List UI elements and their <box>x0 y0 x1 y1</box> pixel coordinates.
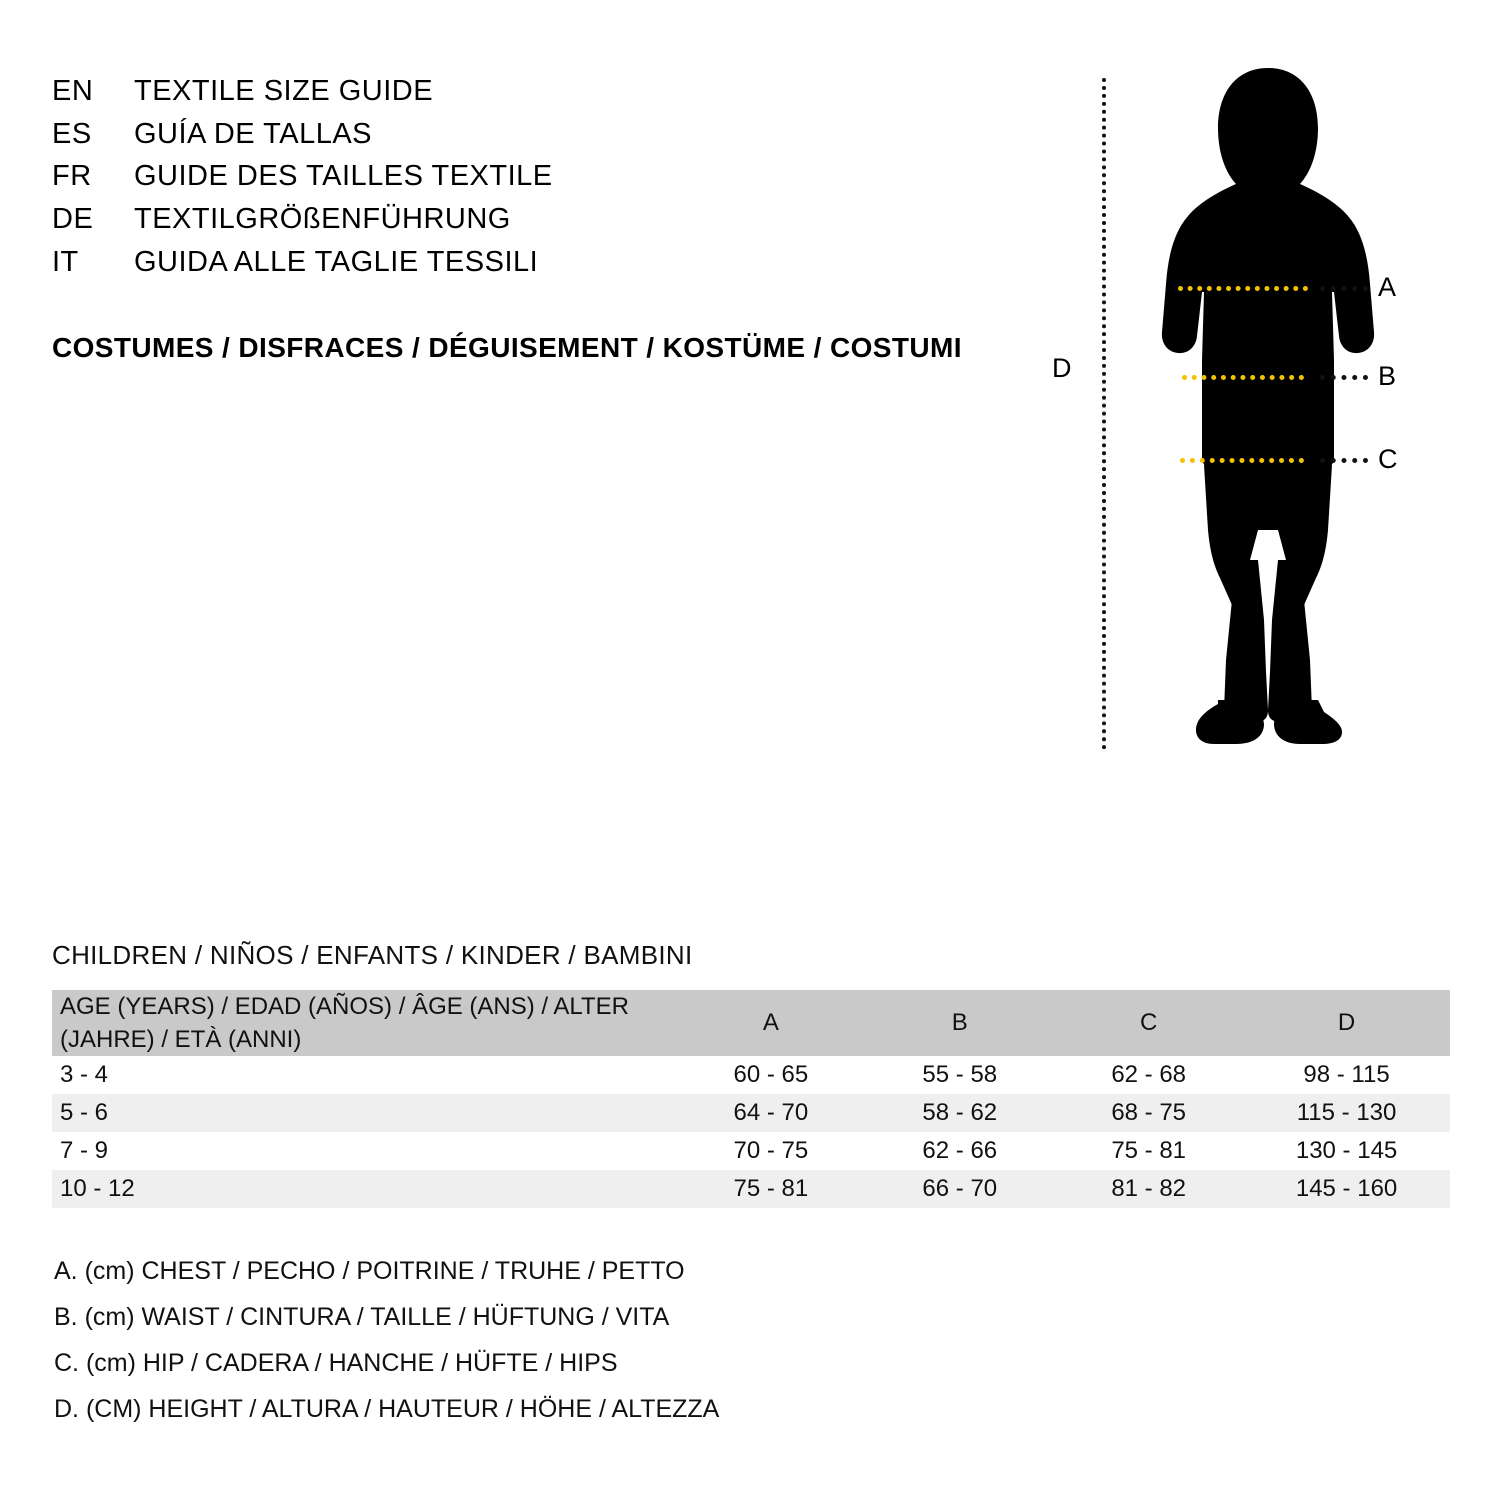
language-title: GUIDA ALLE TAGLIE TESSILI <box>134 245 539 278</box>
language-code: DE <box>52 202 94 235</box>
hip-leader-line <box>1320 458 1368 463</box>
cell-chest: 75 - 81 <box>676 1170 865 1208</box>
cell-age: 10 - 12 <box>52 1170 676 1208</box>
language-code: IT <box>52 245 79 278</box>
legend-item-d: D. (CM) HEIGHT / ALTURA / HAUTEUR / HÖHE / ALTEZZA <box>54 1395 720 1423</box>
size-table <box>52 990 1450 1208</box>
legend-item-a: A. (cm) CHEST / PECHO / POITRINE / TRUHE / PETTO <box>54 1257 685 1285</box>
language-title: TEXTILE SIZE GUIDE <box>134 75 434 107</box>
table-header-row <box>52 990 1450 1056</box>
cell-waist: 62 - 66 <box>865 1132 1054 1170</box>
cell-height: 115 - 130 <box>1243 1094 1450 1132</box>
cell-chest: 70 - 75 <box>676 1132 865 1170</box>
waist-leader-line <box>1320 375 1368 380</box>
hip-label-c: C <box>1378 444 1398 474</box>
cell-age: 7 - 9 <box>52 1132 676 1170</box>
language-code: EN <box>52 75 94 107</box>
table-row <box>52 1170 1450 1208</box>
cell-hip: 62 - 68 <box>1054 1056 1243 1094</box>
language-row <box>52 113 1052 156</box>
column-header-a: A <box>676 990 865 1056</box>
column-header-d: D <box>1243 990 1450 1056</box>
cell-waist: 66 - 70 <box>865 1170 1054 1208</box>
language-row <box>52 198 1052 241</box>
measurement-legend <box>54 1248 719 1432</box>
table-row <box>52 1132 1450 1170</box>
cell-hip: 68 - 75 <box>1054 1094 1243 1132</box>
legend-item-c: C. (cm) HIP / CADERA / HANCHE / HÜFTE / HIPS <box>54 1349 618 1377</box>
cell-height: 98 - 115 <box>1243 1056 1450 1094</box>
language-row <box>52 155 1052 198</box>
costumes-heading: COSTUMES / DISFRACES / DÉGUISEMENT / KOSTÜME / COSTUMI <box>52 332 962 363</box>
child-silhouette-icon <box>1118 60 1418 760</box>
language-row <box>52 70 1052 113</box>
chest-leader-line <box>1320 286 1368 291</box>
waist-label-b: B <box>1378 361 1397 391</box>
figure-diagram <box>1030 60 1470 760</box>
table-row <box>52 1056 1450 1094</box>
cell-chest: 64 - 70 <box>676 1094 865 1132</box>
height-dotted-line <box>1102 78 1106 750</box>
cell-age: 5 - 6 <box>52 1094 676 1132</box>
cell-waist: 58 - 62 <box>865 1094 1054 1132</box>
column-header-b: B <box>865 990 1054 1056</box>
column-header-age: AGE (YEARS) / EDAD (AÑOS) / ÂGE (ANS) / ALTER (JAHRE) / ETÀ (ANNI) <box>52 990 676 1056</box>
language-code: ES <box>52 117 92 150</box>
language-row <box>52 241 1052 284</box>
waist-measure-line <box>1182 375 1304 380</box>
cell-height: 130 - 145 <box>1243 1132 1450 1170</box>
cell-hip: 75 - 81 <box>1054 1132 1243 1170</box>
chest-label-a: A <box>1378 272 1397 302</box>
language-title-block <box>52 70 1052 283</box>
language-title: TEXTILGRÖßENFÜHRUNG <box>134 202 511 235</box>
language-code: FR <box>52 160 92 193</box>
hip-measure-line <box>1180 458 1304 463</box>
cell-waist: 55 - 58 <box>865 1056 1054 1094</box>
cell-hip: 81 - 82 <box>1054 1170 1243 1208</box>
height-label-d: D <box>1052 353 1072 383</box>
column-header-c: C <box>1054 990 1243 1056</box>
cell-height: 145 - 160 <box>1243 1170 1450 1208</box>
legend-item-b: B. (cm) WAIST / CINTURA / TAILLE / HÜFTUNG / VITA <box>54 1303 670 1331</box>
children-section-title: CHILDREN / NIÑOS / ENFANTS / KINDER / BAMBINI <box>52 940 693 970</box>
language-title: GUIDE DES TAILLES TEXTILE <box>134 160 553 193</box>
table-row <box>52 1094 1450 1132</box>
chest-measure-line <box>1178 286 1308 291</box>
cell-chest: 60 - 65 <box>676 1056 865 1094</box>
cell-age: 3 - 4 <box>52 1056 676 1094</box>
language-title: GUÍA DE TALLAS <box>134 117 373 150</box>
